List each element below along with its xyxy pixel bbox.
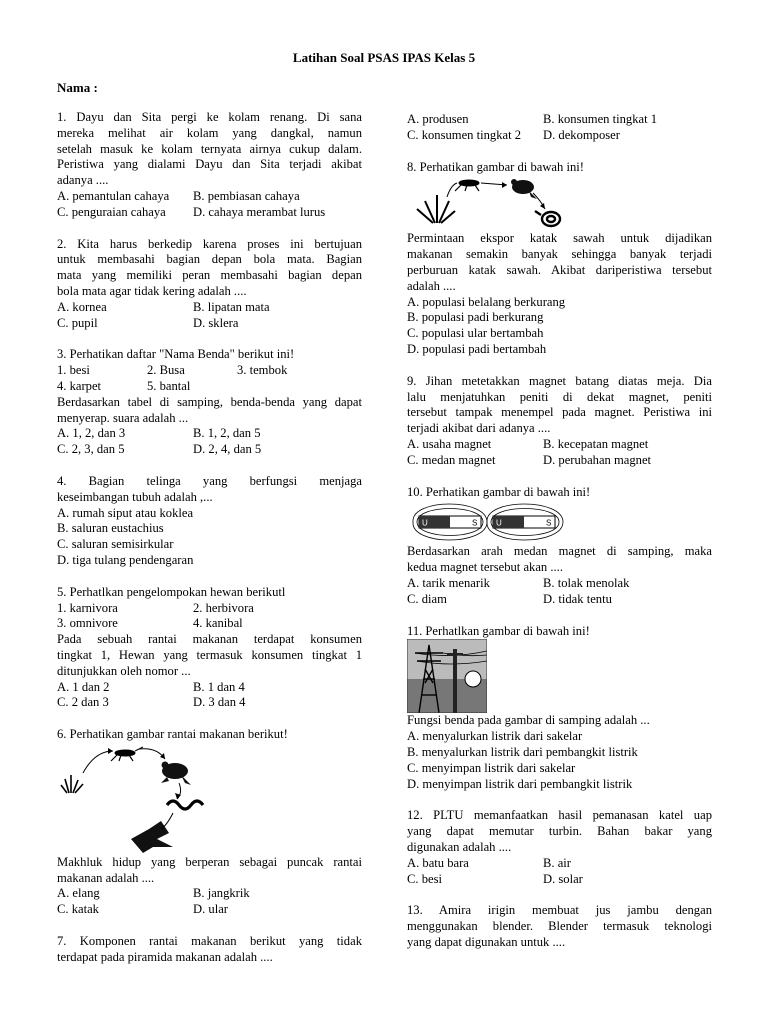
question-1 (57, 110, 362, 221)
question-text-line: 1. Dayu dan Sita pergi ke kolam renang. Di sana (57, 110, 362, 124)
question-text-line: Fungsi benda pada gambar di samping adalah ... (407, 713, 650, 728)
snake-icon (535, 211, 560, 226)
answer-option[interactable]: A. populasi belalang berkurang (407, 294, 566, 309)
question-text-line: menggunakan blender. Blender termasuk teknologi (407, 919, 712, 934)
question-intro: 6. Perhatikan gambar rantai makanan berikut! (57, 727, 288, 742)
answer-option[interactable]: A. usaha magnet (407, 436, 492, 451)
eagle-icon (131, 821, 173, 853)
answer-option[interactable]: D. populasi padi bertambah (407, 341, 547, 356)
list-item: 2. herbivora (193, 600, 254, 615)
item-list (57, 363, 362, 395)
answer-option[interactable]: D. perubahan magnet (543, 452, 652, 467)
answer-options (407, 856, 712, 888)
question-text-line: Berdasarkan tabel di samping, benda-benda yang dapat (57, 394, 362, 409)
list-item: 3. omnivore (57, 616, 118, 631)
question-text-line: setelah masuk ke kolam ternyata airnya cukup dalam. (57, 141, 362, 156)
frog-icon (511, 179, 537, 199)
frog-icon (161, 761, 191, 785)
page-title: Latihan Soal PSAS IPAS Kelas 5 (292, 50, 476, 65)
question-13 (407, 903, 712, 950)
answer-options (57, 189, 362, 221)
question-text-line: Permintaan ekspor katak sawah untuk dijadikan (407, 231, 712, 246)
answer-option[interactable]: C. 2, 3, dan 5 (57, 442, 125, 457)
answer-option[interactable]: B. populasi padi berkurang (407, 310, 544, 325)
arrow-icon (83, 749, 181, 829)
question-12 (407, 808, 712, 887)
answer-option[interactable]: A. elang (57, 886, 100, 901)
question-text-line: bola mata agar tidak kering adalah .... (57, 283, 247, 298)
list-item: 1. besi (57, 363, 90, 378)
answer-option[interactable]: B. lipatan mata (193, 299, 270, 314)
food-chain-image (57, 743, 217, 855)
list-item: 2. Busa (147, 363, 185, 378)
question-intro: 8. Perhatikan gambar di bawah ini! (407, 159, 584, 174)
name-label: Nama : (57, 80, 98, 95)
question-text-line: kedua magnet tersebut akan .... (407, 560, 563, 575)
question-text-line: 9. Jihan metetakkan magnet batang diatas meja. Dia (407, 373, 712, 388)
question-text-line: Peristiwa yang dialami Dayu dan Sita terjadi akibat (57, 157, 362, 172)
question-10 (407, 485, 712, 608)
list-item: 1. karnivora (57, 600, 118, 615)
question-text-line: menyerap. suara adalah ... (57, 410, 189, 425)
sun-icon (465, 671, 481, 687)
question-text-line: lalu menjatuhkan peniti di dekat magnet, peniti (407, 389, 712, 404)
answer-option[interactable]: C. 2 dan 3 (57, 695, 109, 710)
question-text-line: Pada sebuah rantai makanan terdapat konsumen (57, 632, 362, 647)
list-item: 4. kanibal (193, 616, 243, 631)
answer-options (57, 886, 362, 918)
answer-option[interactable]: D. tidak tentu (543, 591, 612, 606)
magnet-pole-label: U (422, 518, 428, 528)
grass-icon (61, 775, 83, 793)
answer-option[interactable]: A. menyalurkan listrik dari sakelar (407, 729, 583, 744)
question-text-line: tersebut tampak menempel pada magnet. Peristiwa ini (407, 405, 712, 420)
question-text-line: 2. Kita harus berkedip karena proses ini bertujuan (57, 236, 362, 251)
food-chain-image (407, 175, 567, 231)
answer-option[interactable]: B. menyalurkan listrik dari pembangkit listrik (407, 744, 638, 759)
question-text-line: makanan semakin banyak sehingga banyak terjadi (407, 247, 712, 262)
question-text-line: yang dapat digunakan untuk .... (407, 934, 566, 949)
answer-options (407, 112, 712, 144)
grasshopper-icon (455, 180, 479, 191)
question-8 (407, 160, 712, 358)
answer-option[interactable]: C. katak (57, 902, 99, 917)
answer-option[interactable]: D. ular (193, 902, 228, 917)
answer-option[interactable]: A. rumah siput atau koklea (57, 505, 194, 520)
question-text-line: perburuan katak sawah. Akibat dariperistiwa tersebut (407, 262, 712, 277)
question-text-line: yang dapat memutar turbin. Bahan bakar yang (407, 824, 712, 839)
answer-option[interactable]: B. jangkrik (193, 886, 250, 901)
question-2 (57, 237, 362, 332)
answer-option[interactable]: A. kornea (57, 299, 107, 314)
answer-option[interactable]: C. pupil (57, 315, 98, 330)
question-5 (57, 585, 362, 711)
question-7-options (407, 112, 712, 144)
question-text-line: terdapat pada piramida makanan adalah .... (57, 949, 273, 964)
answer-option[interactable]: C. saluran semisirkular (57, 537, 174, 552)
answer-option[interactable]: D. dekomposer (543, 127, 620, 142)
question-intro: 11. Perhatlkan gambar di bawah ini! (407, 623, 590, 638)
answer-option[interactable]: C. besi (407, 871, 442, 886)
answer-option[interactable]: A. 1 dan 2 (57, 679, 110, 694)
question-6 (57, 727, 362, 918)
right-column (407, 112, 712, 967)
question-text-line: 4. Bagian telinga yang berfungsi menjaga (57, 473, 362, 488)
question-text-line: Makhluk hidup yang berperan sebagai puncak rantai (57, 854, 362, 869)
question-7 (57, 934, 362, 966)
magnet-pole-label: S (546, 518, 552, 528)
list-item: 3. tembok (237, 363, 288, 378)
question-text-line: mereka melihat air kolam yang dangkal, namun (57, 125, 362, 140)
magnet-pole-label: U (496, 518, 502, 528)
answer-option[interactable]: B. 1 dan 4 (193, 679, 245, 694)
answer-option[interactable]: C. menyimpan listrik dari sakelar (407, 760, 576, 775)
answer-option[interactable]: B. air (543, 855, 571, 870)
answer-option[interactable]: B. konsumen tingkat 1 (543, 112, 658, 126)
question-text-line: adalah .... (407, 278, 456, 293)
question-text-line: digunakan adalah .... (407, 839, 512, 854)
magnet-field-image (407, 500, 567, 544)
answer-option[interactable]: D. cahaya merambat lurus (193, 204, 326, 219)
answer-option[interactable]: D. sklera (193, 315, 239, 330)
question-text-line: keseimbangan tubuh adalah ,... (57, 489, 213, 504)
question-text-line: 13. Amira irigin membuat jus jambu dengan (407, 903, 712, 918)
answer-option[interactable]: B. tolak menolak (543, 575, 630, 590)
question-11 (407, 624, 712, 793)
answer-option[interactable]: A. pemantulan cahaya (57, 188, 170, 203)
bar-magnet-right (493, 516, 555, 528)
question-text-line: 7. Komponen rantai makanan berikut yang tidak (57, 934, 362, 949)
item-list (57, 601, 362, 633)
answer-option[interactable]: D. 2, 4, dan 5 (193, 442, 262, 457)
answer-options (57, 426, 362, 458)
question-text-line: Berdasarkan arah medan magnet di samping, maka (407, 544, 712, 559)
question-4 (57, 474, 362, 569)
answer-option[interactable]: B. pembiasan cahaya (193, 188, 300, 203)
answer-options (407, 576, 712, 608)
answer-option[interactable]: D. 3 dan 4 (193, 695, 246, 710)
answer-option[interactable]: A. 1, 2, dan 3 (57, 426, 126, 441)
question-text-line: ditunjukkan oleh nomor ... (57, 663, 191, 678)
question-3 (57, 347, 362, 458)
cricket-icon (111, 747, 143, 761)
answer-option[interactable]: B. kecepatan magnet (543, 436, 649, 451)
answer-option[interactable]: B. saluran eustachius (57, 521, 164, 536)
bar-magnet-left (419, 516, 481, 528)
answer-option[interactable]: C. penguraian cahaya (57, 204, 166, 219)
answer-option[interactable]: A. produsen (407, 112, 469, 126)
answer-options (57, 300, 362, 332)
magnet-pole-label: S (472, 518, 478, 528)
question-9 (407, 374, 712, 469)
answer-option[interactable]: D. solar (543, 871, 583, 886)
question-text-line: mata yang memiliki peran membasahi bagian depan (57, 268, 362, 283)
question-text-line: 12. PLTU memanfaatkan hasil pemanasan katel uap (407, 808, 712, 823)
question-text-line: makanan adalah .... (57, 870, 155, 885)
answer-option[interactable]: A. batu bara (407, 855, 469, 870)
list-item: 4. karpet (57, 378, 102, 393)
answer-options (407, 437, 712, 469)
answer-option[interactable]: C. konsumen tingkat 2 (407, 127, 522, 142)
answer-options (57, 680, 362, 712)
answer-option[interactable]: C. medan magnet (407, 452, 496, 467)
snake-icon (167, 801, 203, 809)
question-intro: 10. Perhatikan gambar di bawah ini! (407, 484, 591, 499)
answer-option[interactable]: B. 1, 2, dan 5 (193, 426, 261, 441)
answer-option[interactable]: A. tarik menarik (407, 575, 490, 590)
question-text-line: adanya .... (57, 173, 109, 188)
answer-option[interactable]: D. tiga tulang pendengaran (57, 552, 194, 567)
left-column (57, 110, 362, 982)
question-text-line: terjadi akibat dari adanya .... (407, 421, 551, 436)
question-text-line: untuk membasahi bagian depan bola mata. Bagian (57, 252, 362, 267)
question-text-line: tingkat 1, Hewan yang termasuk konsumen tingkat 1 (57, 647, 362, 662)
answer-option[interactable]: C. populasi ular bertambah (407, 326, 544, 341)
answer-option[interactable]: C. diam (407, 591, 447, 606)
question-intro: 5. Perhatlkan pengelompokan hewan berikutl (57, 584, 286, 599)
list-item: 5. bantal (147, 378, 191, 393)
rice-plant-icon (417, 195, 455, 223)
power-line-image (407, 639, 487, 713)
answer-option[interactable]: D. menyimpan listrik dari pembangkit listrik (407, 776, 633, 791)
question-intro: 3. Perhatikan daftar "Nama Benda" berikut ini! (57, 347, 295, 362)
